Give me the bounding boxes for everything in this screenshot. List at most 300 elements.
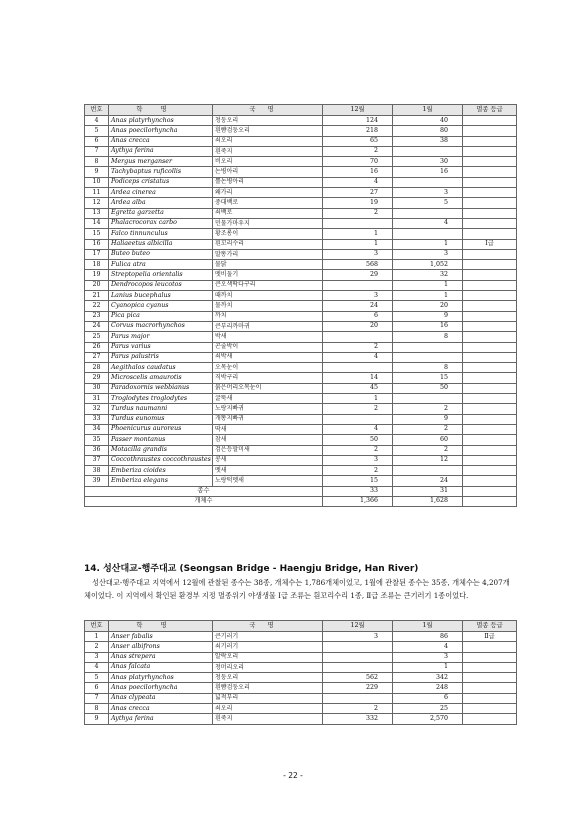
korean-name: 청둥오리: [213, 116, 323, 126]
scientific-name: Phoenicurus auroreus: [109, 424, 213, 434]
january-count: 8: [393, 332, 463, 342]
january-count: 3: [393, 652, 463, 662]
endangered-grade: Ⅱ급: [463, 632, 517, 642]
scientific-name: Anas falcata: [109, 662, 213, 672]
table-row: [85, 342, 517, 352]
endangered-grade: [463, 270, 517, 280]
row-number: 17: [85, 249, 109, 259]
endangered-grade: [463, 714, 517, 724]
endangered-grade: [463, 198, 517, 208]
january-count: 30: [393, 157, 463, 167]
header-december: 12월: [323, 105, 393, 116]
scientific-name: Corvus macrorhynchos: [109, 321, 213, 331]
scientific-name: Anas crecca: [109, 704, 213, 714]
korean-name: 청머리오리: [213, 662, 323, 672]
header-endangered-grade: 멸종 등급: [463, 621, 517, 632]
korean-name: 황조롱이: [213, 229, 323, 239]
january-count: [393, 394, 463, 404]
december-count: 1: [323, 394, 393, 404]
row-number: 7: [85, 693, 109, 703]
korean-name: 쇠박새: [213, 352, 323, 362]
endangered-grade: [463, 332, 517, 342]
endangered-grade: [463, 291, 517, 301]
december-count: 2: [323, 146, 393, 156]
row-number: 6: [85, 136, 109, 146]
endangered-grade: [463, 704, 517, 714]
row-number: 32: [85, 404, 109, 414]
table-row: [85, 332, 517, 342]
row-number: 15: [85, 229, 109, 239]
january-count: 40: [393, 116, 463, 126]
endangered-grade: [463, 662, 517, 672]
header-scientific-name: 학명: [109, 621, 213, 632]
table-row: [85, 363, 517, 373]
table-row: [85, 704, 517, 714]
january-count: [393, 342, 463, 352]
korean-name: 흰꼬리수리: [213, 239, 323, 249]
january-count: 38: [393, 136, 463, 146]
endangered-grade: [463, 301, 517, 311]
january-count: 86: [393, 632, 463, 642]
row-number: 7: [85, 146, 109, 156]
korean-name: 까치: [213, 311, 323, 321]
table-row: [85, 455, 517, 465]
table-row: [85, 198, 517, 208]
korean-name: 참새: [213, 435, 323, 445]
december-count: 4: [323, 424, 393, 434]
row-number: 13: [85, 208, 109, 218]
row-number: 5: [85, 126, 109, 136]
table-row: [85, 126, 517, 136]
scientific-name: Passer montanus: [109, 435, 213, 445]
december-count: 19: [323, 198, 393, 208]
table-row: [85, 373, 517, 383]
endangered-grade: [463, 177, 517, 187]
scientific-name: Emberiza elegans: [109, 476, 213, 486]
january-count: 80: [393, 126, 463, 136]
endangered-grade: [463, 260, 517, 270]
survey-table-1: [84, 104, 517, 507]
table-row: [85, 157, 517, 167]
korean-name: 멧비둘기: [213, 270, 323, 280]
table-row: [85, 642, 517, 652]
january-count: 1: [393, 239, 463, 249]
endangered-grade: [463, 673, 517, 683]
december-count: 2: [323, 445, 393, 455]
scientific-name: Anas poecilorhyncha: [109, 126, 213, 136]
scientific-name: Pica pica: [109, 311, 213, 321]
december-count: [323, 363, 393, 373]
row-number: 35: [85, 435, 109, 445]
korean-name: 개똥지빠귀: [213, 414, 323, 424]
endangered-grade: [463, 352, 517, 362]
endangered-grade: [463, 445, 517, 455]
row-number: 19: [85, 270, 109, 280]
species-count-grade: [463, 486, 517, 496]
december-count: [323, 332, 393, 342]
row-number: 37: [85, 455, 109, 465]
row-number: 38: [85, 466, 109, 476]
table-row: [85, 404, 517, 414]
january-count: 6: [393, 693, 463, 703]
endangered-grade: [463, 188, 517, 198]
december-count: 14: [323, 373, 393, 383]
endangered-grade: [463, 652, 517, 662]
january-count: 16: [393, 167, 463, 177]
korean-name: 굴뚝새: [213, 394, 323, 404]
scientific-name: Anser albifrons: [109, 642, 213, 652]
row-number: 14: [85, 218, 109, 228]
row-number: 3: [85, 652, 109, 662]
endangered-grade: [463, 342, 517, 352]
species-count-label: 종수: [85, 486, 323, 496]
endangered-grade: [463, 167, 517, 177]
korean-name: 넓적부리: [213, 693, 323, 703]
individual-count-row: [85, 496, 517, 506]
scientific-name: Anas clypeata: [109, 693, 213, 703]
endangered-grade: [463, 414, 517, 424]
scientific-name: Fulica atra: [109, 260, 213, 270]
header-endangered-grade: 멸종 등급: [463, 105, 517, 116]
table-row: [85, 445, 517, 455]
january-count: 2: [393, 445, 463, 455]
korean-name: 큰오색딱다구리: [213, 280, 323, 290]
korean-name: 청둥오리: [213, 673, 323, 683]
table-row: [85, 188, 517, 198]
december-count: 1: [323, 229, 393, 239]
row-number: 23: [85, 311, 109, 321]
january-count: 24: [393, 476, 463, 486]
species-count-row: [85, 486, 517, 496]
table-row: [85, 435, 517, 445]
row-number: 27: [85, 352, 109, 362]
row-number: 11: [85, 188, 109, 198]
korean-name: 쇠기러기: [213, 642, 323, 652]
january-count: [393, 146, 463, 156]
january-count: 32: [393, 270, 463, 280]
table-row: [85, 291, 517, 301]
row-number: 20: [85, 280, 109, 290]
december-count: 124: [323, 116, 393, 126]
page-number: - 22 -: [283, 771, 303, 780]
korean-name: 딱새: [213, 424, 323, 434]
row-number: 36: [85, 445, 109, 455]
scientific-name: Lanius bucephalus: [109, 291, 213, 301]
table-header-row: [85, 621, 517, 632]
january-count: 9: [393, 414, 463, 424]
endangered-grade: [463, 424, 517, 434]
january-count: 9: [393, 311, 463, 321]
january-count: 2,570: [393, 714, 463, 724]
individual-count-january: 1,628: [393, 496, 463, 506]
scientific-name: Ardea cinerea: [109, 188, 213, 198]
december-count: 15: [323, 476, 393, 486]
row-number: 12: [85, 198, 109, 208]
january-count: 2: [393, 424, 463, 434]
individual-count-label: 개체수: [85, 496, 323, 506]
korean-name: 뿔논병아리: [213, 177, 323, 187]
scientific-name: Anas poecilorhyncha: [109, 683, 213, 693]
endangered-grade: [463, 249, 517, 259]
table-row: [85, 352, 517, 362]
korean-name: 흰뺨검둥오리: [213, 683, 323, 693]
row-number: 26: [85, 342, 109, 352]
scientific-name: Emberiza cioides: [109, 466, 213, 476]
korean-name: 물까치: [213, 301, 323, 311]
row-number: 5: [85, 673, 109, 683]
december-count: 4: [323, 177, 393, 187]
section-paragraph: 성산대교-행주대교 지역에서 12월에 관찰된 종수는 38종, 개체수는 1,786개체이었고, 1월에 관찰된 종수는 35종, 개체수는 4,207개체이었다. 이 지역에서 확인된 환경부 지정 멸종위기 야생생물 Ⅰ급 조류는 흰꼬리수리 1종, Ⅱ급 조류는 큰기러기 1종이었다.: [84, 578, 510, 600]
scientific-name: Parus major: [109, 332, 213, 342]
row-number: 1: [85, 632, 109, 642]
scientific-name: Motacilla grandis: [109, 445, 213, 455]
december-count: [323, 218, 393, 228]
section-title: 14. 성산대교-행주대교 (Seongsan Bridge - Haengju Bridge, Han River): [84, 564, 419, 574]
row-number: 31: [85, 394, 109, 404]
scientific-name: Dendrocopos leucotos: [109, 280, 213, 290]
table-row: [85, 673, 517, 683]
table-row: [85, 136, 517, 146]
january-count: 1: [393, 280, 463, 290]
korean-name: 알락오리: [213, 652, 323, 662]
december-count: 568: [323, 260, 393, 270]
table-row: [85, 208, 517, 218]
row-number: 8: [85, 704, 109, 714]
row-number: 9: [85, 714, 109, 724]
january-count: [393, 466, 463, 476]
row-number: 6: [85, 683, 109, 693]
scientific-name: Podiceps cristatus: [109, 177, 213, 187]
january-count: 2: [393, 404, 463, 414]
january-count: 1,052: [393, 260, 463, 270]
december-count: 562: [323, 673, 393, 683]
korean-name: 중대백로: [213, 198, 323, 208]
scientific-name: Turdus eunomus: [109, 414, 213, 424]
january-count: 60: [393, 435, 463, 445]
table-row: [85, 146, 517, 156]
table-row: [85, 249, 517, 259]
scientific-name: Coccothraustes coccothraustes: [109, 455, 213, 465]
korean-name: 큰부리까마귀: [213, 321, 323, 331]
december-count: 45: [323, 383, 393, 393]
december-count: 20: [323, 321, 393, 331]
scientific-name: Paradoxornis webbianus: [109, 383, 213, 393]
endangered-grade: [463, 404, 517, 414]
row-number: 25: [85, 332, 109, 342]
row-number: 21: [85, 291, 109, 301]
endangered-grade: [463, 383, 517, 393]
december-count: 6: [323, 311, 393, 321]
scientific-name: Mergus merganser: [109, 157, 213, 167]
january-count: 1: [393, 291, 463, 301]
table-row: [85, 311, 517, 321]
endangered-grade: [463, 229, 517, 239]
korean-name: 콩새: [213, 455, 323, 465]
scientific-name: Cyanopica cyanus: [109, 301, 213, 311]
header-korean-name: 국명: [213, 621, 323, 632]
table-header-row: [85, 105, 517, 116]
table-row: [85, 229, 517, 239]
december-count: 218: [323, 126, 393, 136]
january-count: [393, 229, 463, 239]
table-row: [85, 394, 517, 404]
scientific-name: Ardea alba: [109, 198, 213, 208]
table-row: [85, 218, 517, 228]
individual-count-december: 1,366: [323, 496, 393, 506]
row-number: 33: [85, 414, 109, 424]
table-row: [85, 239, 517, 249]
january-count: 20: [393, 301, 463, 311]
january-count: 342: [393, 673, 463, 683]
endangered-grade: [463, 311, 517, 321]
korean-name: 쇠오리: [213, 136, 323, 146]
scientific-name: Phalacrocorax carbo: [109, 218, 213, 228]
january-count: 12: [393, 455, 463, 465]
korean-name: 곤줄박이: [213, 342, 323, 352]
endangered-grade: [463, 136, 517, 146]
row-number: 22: [85, 301, 109, 311]
endangered-grade: [463, 126, 517, 136]
december-count: 2: [323, 404, 393, 414]
table-row: [85, 177, 517, 187]
endangered-grade: [463, 363, 517, 373]
table-row: [85, 301, 517, 311]
december-count: 332: [323, 714, 393, 724]
row-number: 4: [85, 116, 109, 126]
korean-name: 흰죽지: [213, 146, 323, 156]
korean-name: 노랑턱멧새: [213, 476, 323, 486]
january-count: 3: [393, 188, 463, 198]
endangered-grade: [463, 218, 517, 228]
korean-name: 비오리: [213, 157, 323, 167]
scientific-name: Anas crecca: [109, 136, 213, 146]
scientific-name: Buteo buteo: [109, 249, 213, 259]
table-row: [85, 414, 517, 424]
survey-table-2: [84, 620, 517, 725]
korean-name: 박새: [213, 332, 323, 342]
scientific-name: Turdus naumanni: [109, 404, 213, 414]
endangered-grade: [463, 280, 517, 290]
korean-name: 오목눈이: [213, 363, 323, 373]
endangered-grade: [463, 476, 517, 486]
row-number: 28: [85, 363, 109, 373]
endangered-grade: Ⅰ급: [463, 239, 517, 249]
december-count: 29: [323, 270, 393, 280]
header-no: 번호: [85, 105, 109, 116]
december-count: 229: [323, 683, 393, 693]
korean-name: 때까치: [213, 291, 323, 301]
january-count: 3: [393, 249, 463, 259]
january-count: 50: [393, 383, 463, 393]
scientific-name: Aythya ferina: [109, 714, 213, 724]
december-count: 24: [323, 301, 393, 311]
species-count-december: 33: [323, 486, 393, 496]
endangered-grade: [463, 116, 517, 126]
table-row: [85, 714, 517, 724]
december-count: 16: [323, 167, 393, 177]
table-row: [85, 632, 517, 642]
header-january: 1월: [393, 621, 463, 632]
table-row: [85, 167, 517, 177]
scientific-name: Aythya ferina: [109, 146, 213, 156]
table-row: [85, 652, 517, 662]
row-number: 39: [85, 476, 109, 486]
december-count: 27: [323, 188, 393, 198]
december-count: 3: [323, 632, 393, 642]
endangered-grade: [463, 208, 517, 218]
row-number: 10: [85, 177, 109, 187]
korean-name: 논병아리: [213, 167, 323, 177]
december-count: 3: [323, 249, 393, 259]
table-row: [85, 662, 517, 672]
row-number: 30: [85, 383, 109, 393]
endangered-grade: [463, 394, 517, 404]
december-count: 2: [323, 342, 393, 352]
december-count: 4: [323, 352, 393, 362]
table-row: [85, 321, 517, 331]
december-count: 70: [323, 157, 393, 167]
december-count: 1: [323, 239, 393, 249]
table-row: [85, 424, 517, 434]
scientific-name: Egretta garzetta: [109, 208, 213, 218]
december-count: [323, 652, 393, 662]
scientific-name: Streptopelia orientalis: [109, 270, 213, 280]
january-count: 4: [393, 642, 463, 652]
table-row: [85, 116, 517, 126]
row-number: 24: [85, 321, 109, 331]
header-no: 번호: [85, 621, 109, 632]
table-row: [85, 466, 517, 476]
korean-name: 흰죽지: [213, 714, 323, 724]
korean-name: 노랑지빠귀: [213, 404, 323, 414]
header-december: 12월: [323, 621, 393, 632]
endangered-grade: [463, 693, 517, 703]
korean-name: 왜가리: [213, 188, 323, 198]
scientific-name: Parus varius: [109, 342, 213, 352]
december-count: 50: [323, 435, 393, 445]
table-row: [85, 383, 517, 393]
endangered-grade: [463, 455, 517, 465]
december-count: [323, 693, 393, 703]
january-count: 4: [393, 218, 463, 228]
december-count: [323, 662, 393, 672]
endangered-grade: [463, 466, 517, 476]
january-count: 25: [393, 704, 463, 714]
december-count: 3: [323, 291, 393, 301]
scientific-name: Troglodytes troglodytes: [109, 394, 213, 404]
table-row: [85, 683, 517, 693]
scientific-name: Parus palustris: [109, 352, 213, 362]
row-number: 18: [85, 260, 109, 270]
korean-name: 흰뺨검둥오리: [213, 126, 323, 136]
january-count: [393, 177, 463, 187]
row-number: 2: [85, 642, 109, 652]
scientific-name: Anser fabalis: [109, 632, 213, 642]
december-count: [323, 414, 393, 424]
row-number: 9: [85, 167, 109, 177]
scientific-name: Anas platyrhynchos: [109, 116, 213, 126]
december-count: 2: [323, 466, 393, 476]
korean-name: 붉은머리오목눈이: [213, 383, 323, 393]
december-count: 65: [323, 136, 393, 146]
korean-name: 쇠백로: [213, 208, 323, 218]
scientific-name: Falco tinnunculus: [109, 229, 213, 239]
individual-count-grade: [463, 496, 517, 506]
row-number: 34: [85, 424, 109, 434]
january-count: 248: [393, 683, 463, 693]
korean-name: 물닭: [213, 260, 323, 270]
table-row: [85, 693, 517, 703]
